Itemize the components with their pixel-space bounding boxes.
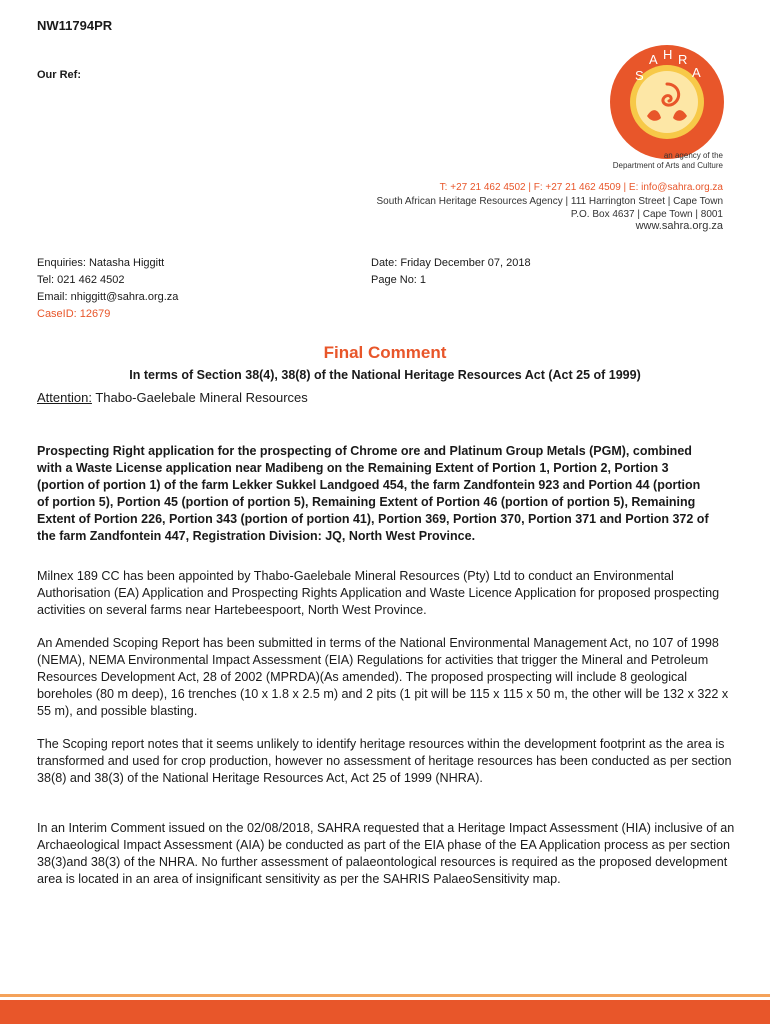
body-paragraph: Milnex 189 CC has been appointed by Thabo-Gaelebale Mineral Resources (Pty) Ltd to conduct an Environmental Authorisation (EA) Application and Prospecting Rights Application and Waste Licence Application for proposed prospecting activities on several farms near Hartebeespoort, North West Province. (37, 569, 720, 617)
contact-po-box: P.O. Box 4637 | Cape Town | 8001 (570, 209, 723, 220)
body-paragraph: An Amended Scoping Report has been submitted in terms of the National Environmental Management Act, no 107 of 1998 (NEMA), NEMA Environmental Impact Assessment (EIA) Regulations for activities that trigger the Mineral and Petroleum Resources Development Act, 28 of 2002 (MPRDA)(As amended). The proposed prospecting will include 8 geological boreholes (80 m deep), 16 trenches (10 x 1.8 x 2.5 m) and 2 pits (1 pit will be 115 x 115 x 50 m, the other will be 132 x 322 x 55 m), and possible blasting. (37, 636, 729, 718)
enquiry-details (37, 255, 178, 323)
case-id: CaseID: 12679 (37, 308, 111, 320)
telephone-text: Tel: 021 462 4502 (37, 274, 125, 286)
logo-inner-fill (636, 71, 698, 133)
body-paragraph: In an Interim Comment issued on the 02/08/2018, SAHRA requested that a Heritage Impact Assessment (HIA) inclusive of an Archaeological Impact Assessment (AIA) be conducted as part of the EIA phase of the EA Application process as per section 38(3)and 38(3) of the NHRA. No further assessment of palaeontological resources is required as the proposed development area is located in an area of insignificant sensitivity as per the SAHRIS PalaeoSensitivity map. (37, 821, 735, 886)
website-link[interactable]: www.sahra.org.za (635, 220, 723, 232)
logo-letter-a: A (649, 52, 658, 67)
logo-letter-r: R (678, 52, 688, 67)
body-paragraph: The Scoping report notes that it seems unlikely to identify heritage resources within the development footprint as the area is transformed and used for crop production, however no assessment of heritage resources has been conducted as per section 38(8) and 38(3) of the National Heritage Resources Act, Act 25 of 1999 (NHRA). (37, 737, 732, 785)
our-ref-label: Our Ref: (37, 69, 81, 81)
reference-code: NW11794PR (37, 18, 113, 33)
footer-divider (0, 994, 770, 997)
sahra-logo (609, 44, 725, 160)
contact-address: South African Heritage Resources Agency | 111 Harrington Street | Cape Town (376, 196, 723, 207)
footer-bar (0, 1000, 770, 1024)
document-title: Final Comment (323, 343, 447, 362)
enquiries-text: Enquiries: Natasha Higgitt (37, 257, 165, 269)
document-subtitle: In terms of Section 38(4), 38(8) of the National Heritage Resources Act (Act 25 of 1999) (129, 368, 641, 382)
agency-line-2: Department of Arts and Culture (612, 161, 723, 170)
date-text: Date: Friday December 07, 2018 (371, 257, 531, 269)
logo-letter-a2: A (692, 65, 701, 80)
project-title: Prospecting Right application for the prospecting of Chrome ore and Platinum Group Metals (PGM), combined with a Waste License application near Madibeng on the Remaining Extent of Portion 1, Portion 2, Portion 3 (portion of portion 1) of the farm Lekker Sukkel Landgoed 454, the farm Zandfontein 923 and Portion 44 (portion of portion 5), Portion 45 (portion of portion 5), Remaining Extent of Portion 46 (portion of portion 5), Remaining Extent of Portion 226, Portion 343 (portion of portion 41), Portion 369, Portion 370, Portion 371 and Portion 372 of the farm Zandfontein 447, Registration Division: JQ, North West Province. (37, 444, 709, 543)
page-number: Page No: 1 (371, 274, 427, 286)
attention-value: Thabo-Gaelebale Mineral Resources (91, 390, 308, 405)
attention-label: Attention: (37, 390, 92, 405)
date-details (371, 255, 531, 289)
agency-line-1: an agency of the (663, 151, 723, 160)
logo-letter-s: S (635, 68, 644, 83)
logo-letter-h: H (663, 47, 673, 62)
attention-line (37, 390, 308, 405)
contact-phone-email: T: +27 21 462 4502 | F: +27 21 462 4509 | E: info@sahra.org.za (439, 182, 723, 193)
email-text[interactable]: Email: nhiggitt@sahra.org.za (37, 291, 179, 303)
